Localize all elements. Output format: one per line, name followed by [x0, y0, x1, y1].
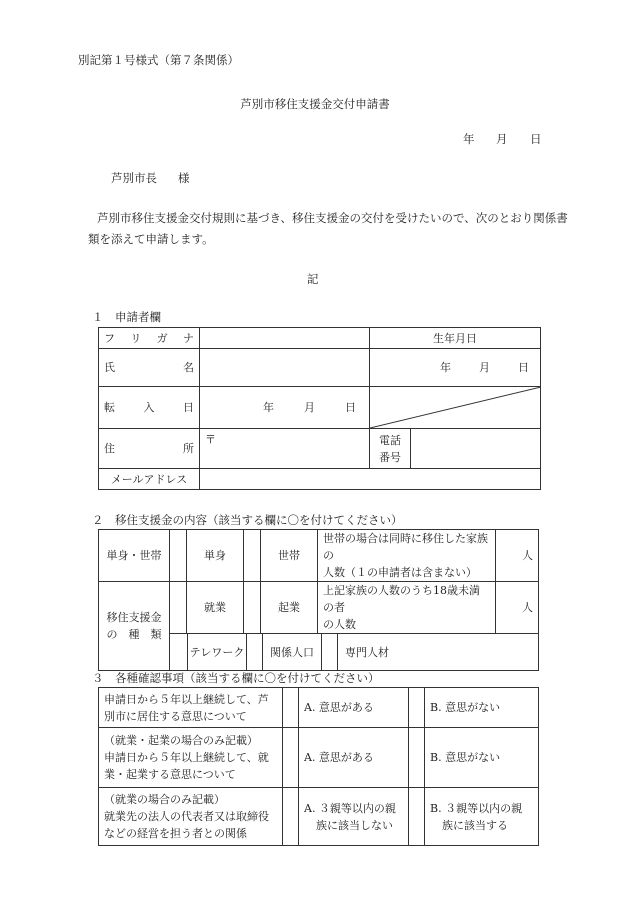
form-number: 別記第１号様式（第７条関係）: [78, 53, 239, 67]
q1-a-label: A. 意思がある: [299, 688, 409, 728]
specialist-check[interactable]: [322, 634, 338, 670]
q3-a-label: A. ３親等以内の親 族に該当しない: [299, 788, 409, 846]
addressee: 芦別市長: [111, 171, 157, 185]
date-year-label: 年: [463, 132, 475, 146]
moving-in-label: 転 入 日: [99, 387, 200, 429]
household-label: 世帯: [261, 530, 318, 582]
section3-heading: ３ 各種確認事項（該当する欄に〇を付けてください）: [92, 671, 380, 685]
birthdate-label: 生年月日: [370, 328, 541, 349]
related-population-label: 関係人口: [263, 634, 322, 670]
date-month-label: 月: [496, 132, 508, 146]
email-label: メールアドレス: [99, 469, 200, 490]
applicant-table: [98, 327, 541, 490]
address-label: 住 所: [99, 429, 200, 469]
q2-text: （就業・起業の場合のみ記載） 申請日から５年以上継続して、就 業・起業する意思について: [99, 728, 283, 788]
q3-a-check[interactable]: [283, 788, 299, 846]
household-note: 世帯の場合は同時に移住した家族の 人数（１の申請者は含まない）: [318, 530, 496, 582]
specialist-label: 専門人材: [345, 645, 389, 659]
under18-note: 上記家族の人数のうち18歳未満の者 の人数: [318, 582, 496, 634]
ki-label: 記: [307, 272, 319, 286]
name-input[interactable]: [200, 349, 370, 387]
household-persons[interactable]: 人: [496, 530, 539, 582]
under18-persons[interactable]: 人: [496, 582, 539, 634]
phone-label: 電話 番号: [370, 429, 411, 469]
name-label: 氏 名: [99, 349, 200, 387]
support-content-table: [98, 529, 539, 671]
single-household-label: 単身・世帯: [99, 530, 170, 582]
section2-heading: ２ 移住支援金の内容（該当する欄に〇を付けてください）: [92, 513, 403, 527]
support-type-label: 移住支援金 の 種 類: [99, 582, 170, 671]
employment-check[interactable]: [170, 582, 187, 634]
confirmation-table: [98, 687, 539, 846]
q2-a-check[interactable]: [283, 728, 299, 788]
honorific: 様: [178, 171, 190, 185]
birthdate-field[interactable]: 年 月 日: [370, 349, 541, 387]
telework-check[interactable]: [170, 634, 188, 670]
startup-label: 起業: [261, 582, 318, 634]
employment-label: 就業: [187, 582, 244, 634]
address-input[interactable]: [200, 429, 370, 469]
q3-b-check[interactable]: [409, 788, 425, 846]
q1-b-check[interactable]: [409, 688, 425, 728]
single-check[interactable]: [170, 530, 187, 582]
email-input[interactable]: [200, 469, 541, 490]
q1-b-label: B. 意思がない: [425, 688, 539, 728]
household-check[interactable]: [244, 530, 261, 582]
furigana-label: フ リ ガ ナ: [99, 328, 200, 349]
q2-a-label: A. 意思がある: [299, 728, 409, 788]
q2-b-check[interactable]: [409, 728, 425, 788]
startup-check[interactable]: [244, 582, 261, 634]
postal-mark: 〒: [205, 433, 216, 446]
furigana-input[interactable]: [200, 328, 370, 349]
diagonal-blank-cell: [370, 387, 541, 429]
q1-text: 申請日から５年以上継続して、芦 別市に居住する意思について: [99, 688, 283, 728]
body-text-line-2: 類を添えて申請します。: [88, 232, 214, 246]
moving-in-date-field[interactable]: 年 月 日: [200, 387, 370, 429]
date-day-label: 日: [530, 132, 542, 146]
related-population-check[interactable]: [247, 634, 263, 670]
section1-heading: １ 申請者欄: [92, 310, 161, 324]
type-options-cell: [170, 634, 539, 671]
phone-input[interactable]: [411, 429, 541, 469]
body-text-line-1: 芦別市移住支援金交付規則に基づき、移住支援金の交付を受けたいので、次のとおり関係書: [97, 211, 568, 225]
page-title: 芦別市移住支援金交付申請書: [240, 97, 390, 111]
q1-a-check[interactable]: [283, 688, 299, 728]
q2-b-label: B. 意思がない: [425, 728, 539, 788]
single-label: 単身: [187, 530, 244, 582]
q3-b-label: B. ３親等以内の親 族に該当する: [425, 788, 539, 846]
diagonal-line: [370, 387, 541, 428]
telework-label: テレワーク: [188, 634, 247, 670]
q3-text: （就業の場合のみ記載） 就業先の法人の代表者又は取締役 などの経営を担う者との関係: [99, 788, 283, 846]
